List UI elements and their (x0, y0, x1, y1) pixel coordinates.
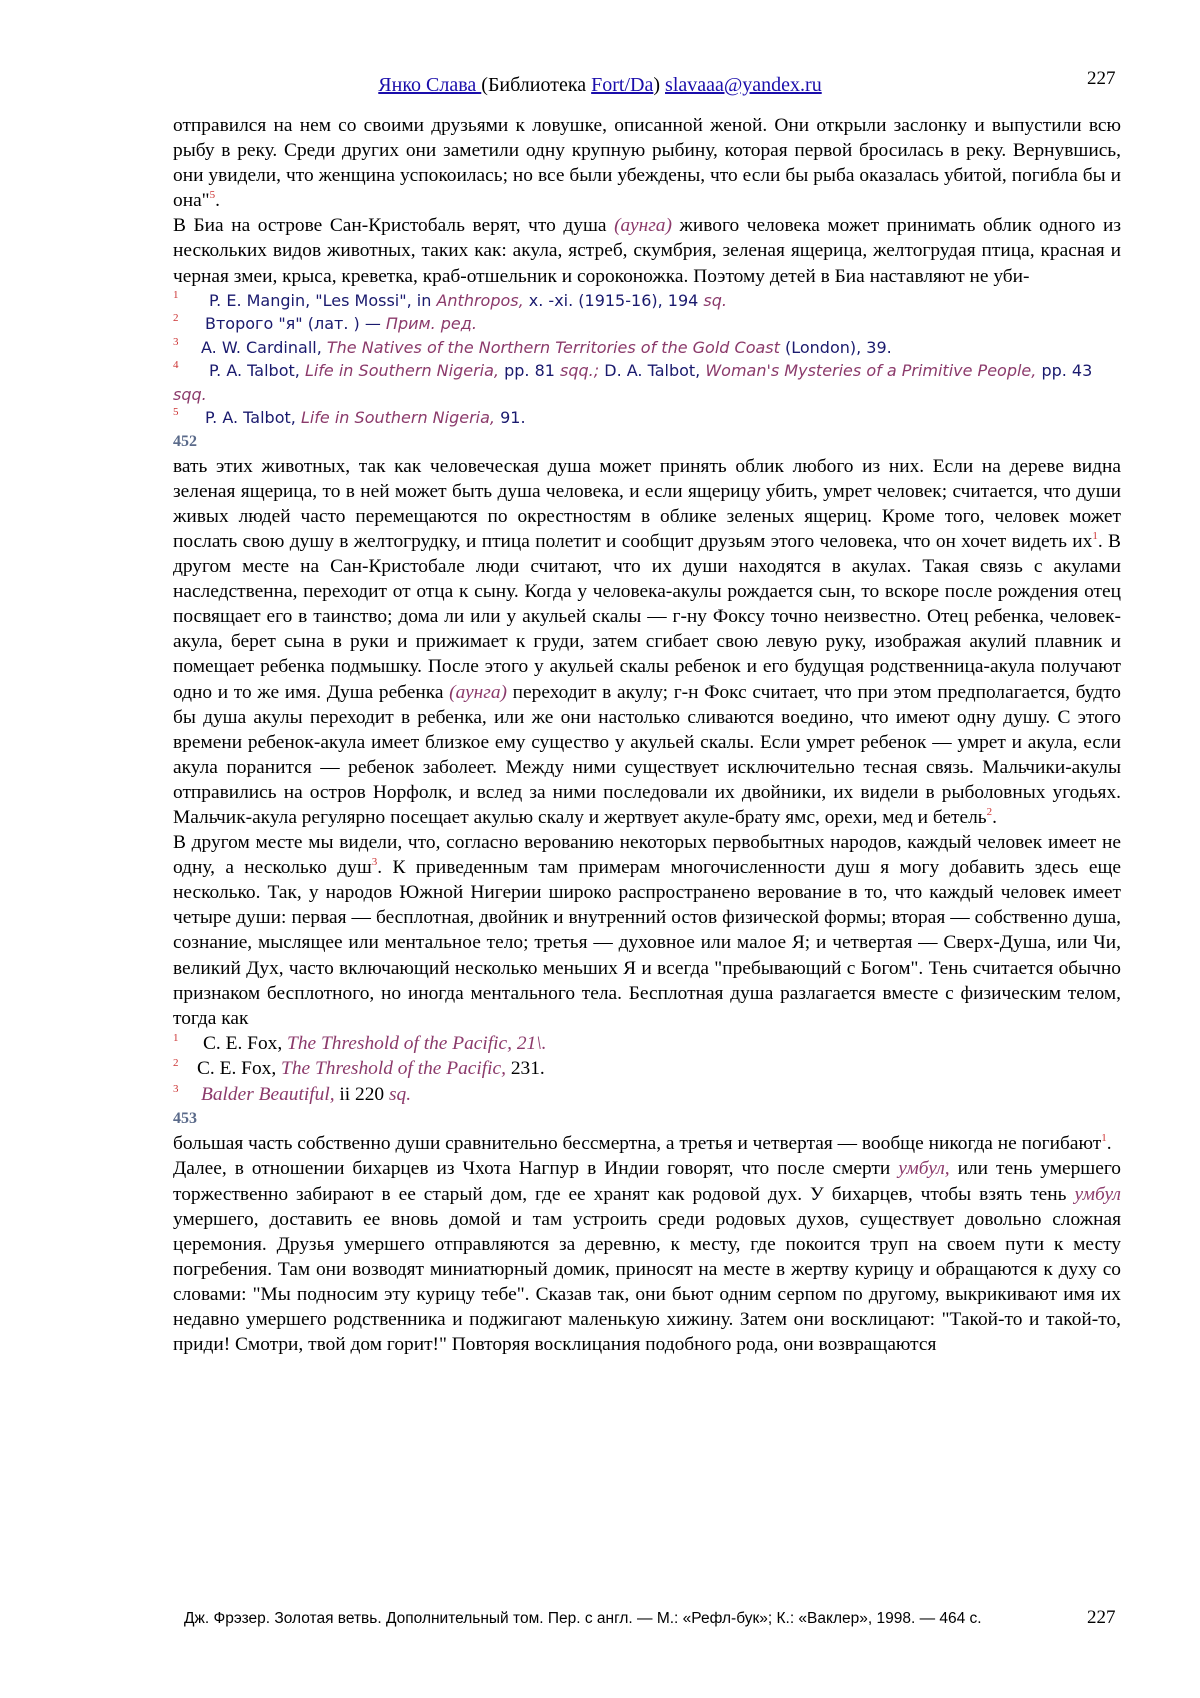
paragraph-4-text-b: . К приведенным там примерам многочисленности душ я могу добавить здесь еще несколько. Так, у народов Южной Нигерии широко распространено верование в то, что каждый человек имеет четыре души: первая — бесплотная, двойник и внутренний остов физической формы; вторая — собственно душа, сознание, мыслящее или ментальное тело; третья — духовное или малое Я; и четвертая — Сверх-Душа, или Чи, великий Дух, часто включающий несколько меньших Я и всегда "пребывающий с Богом". Тень считается обычно признаком бесплотного, но иногда ментального тела. Бесплотная душа разлагается вместе с физическим телом, тогда как (173, 857, 1121, 1029)
paragraph-3-text-b: . В другом месте на Сан-Кристобале люди считают, что их души находятся в акулах. Такая связь с акулами наследственна, переходит от отца к сыну. Когда у человека-акулы рождается сын, то вскоре после рождения отец посвящает его в таинство; дома ли или у акульей скалы — г-ну Фоксу точно неизвестно. Отец ребенка, человек-акула, берет сына в руки и прижимает к груди, затем сгибает свою левую руку, изображая акулий плавник и помещает ребенка подмышку. После этого у акульей скалы ребенок и его будущая родственница-акула получают одно и то же имя. Душа ребенка (173, 531, 1121, 703)
footnote-title: Woman's Mysteries of a Primitive People, (705, 361, 1036, 380)
paragraph-4 (173, 830, 1121, 1031)
footnote-title: sqq. (173, 385, 207, 404)
paragraph-3-text: вать этих животных, так как человеческая душа может принять облик любого из них. Если на дереве видна зеленая ящерица, то в ней может быть душа человека, и если ящерицу убить, умрет человек; считается, что души живых людей часто перемещаются по окрестностям в облике зеленых ящериц. Кроме того, человек может послать свою душу в желтогрудку, и птица полетит и сообщит друзьям этого человека, что он хочет видеть их (173, 456, 1121, 552)
footnote-text: pp. 81 (499, 361, 560, 380)
page-header (0, 72, 1200, 98)
paragraph-1-end: . (215, 190, 220, 211)
footnote-ref[interactable]: 5 (210, 189, 216, 201)
footnote-7: 2 C. E. Fox, The Threshold of the Pacific, 231. (173, 1056, 1121, 1082)
library-suffix: ) (653, 74, 665, 96)
footnote-title: sqq.; (560, 361, 599, 380)
footnote-title: sq. (389, 1084, 411, 1105)
paragraph-3 (173, 454, 1121, 830)
footnote-text: 231. (506, 1058, 545, 1079)
footnote-text: P. A. Talbot, (209, 361, 305, 380)
email-link[interactable]: slavaaa@yandex.ru (665, 74, 822, 96)
footnote-text: Второго "я" (лат. ) — (205, 314, 386, 333)
paragraph-6 (173, 1156, 1121, 1357)
header-page-number: 227 (1087, 66, 1116, 92)
footnote-ref[interactable]: 2 (987, 806, 993, 818)
paragraph-1 (173, 113, 1121, 213)
footer-page-number: 227 (1087, 1607, 1116, 1629)
paragraph-2 (173, 213, 1121, 288)
header-line (0, 72, 1200, 98)
footnote-text: P. A. Talbot, (205, 408, 301, 427)
paragraph-3-end: . (992, 807, 997, 828)
footnote-text: pp. 43 (1036, 361, 1092, 380)
paragraph-6-term: умбул, (898, 1158, 949, 1179)
library-link[interactable]: Fort/Da (591, 74, 653, 96)
page-content (173, 113, 1121, 1357)
paragraph-5-text: большая часть собственно души сравнительно бессмертна, а третья и четвертая — вообще никогда не погибают (173, 1133, 1101, 1154)
paragraph-5-end: . (1107, 1133, 1112, 1154)
footnote-text: P. E. Mangin, "Les Mossi", in (209, 291, 436, 310)
paragraph-1-text: отправился на нем со своими друзьями к ловушке, описанной женой. Они открыли заслонку и выпустили всю рыбу в реку. Среди других они заметили одну крупную рыбину, которая первой бросилась в реку. Вернувшись, они увидели, что женщина успокоилась; но все были убеждены, что если бы рыба оказалась убитой, погибла бы и она" (173, 115, 1121, 211)
footnote-6: 1 C. E. Fox, The Threshold of the Pacific, 21\. (173, 1031, 1121, 1057)
footnote-text: C. E. Fox, (197, 1058, 281, 1079)
footnote-text: C. E. Fox, (203, 1033, 287, 1054)
footnote-title: Life in Southern Nigeria, (301, 408, 495, 427)
footnote-title: sq. (703, 291, 727, 310)
footnote-ref[interactable]: 1 (1092, 530, 1098, 542)
page-marker-452: 452 (173, 430, 1121, 454)
paragraph-2-term: (аунга) (614, 215, 672, 236)
footnote-title: Balder Beautiful, (201, 1084, 335, 1105)
footnote-title: Прим. ред. (386, 314, 477, 333)
paragraph-2-text: В Биа на острове Сан-Кристобаль верят, что душа (173, 215, 614, 236)
footer-citation: Дж. Фрэзер. Золотая ветвь. Дополнительный том. Пер. с англ. — М.: «Рефл-бук»; К.: «Ваклер», 1998. — 464 с. (184, 1610, 982, 1628)
footnote-text: A. W. Cardinall, (201, 338, 327, 357)
paragraph-4-text: В другом месте мы видели, что, согласно верованию некоторых первобытных народов, каждый человек имеет не одну, а несколько душ (173, 832, 1121, 878)
footnote-8: 3 Balder Beautiful, ii 220 sq. (173, 1082, 1121, 1108)
footnote-ref[interactable]: 3 (372, 856, 378, 868)
paragraph-2-text-b: живого человека может принимать облик одного из нескольких видов животных, таких как: акула, ястреб, скумбрия, зеленая ящерица, желтогрудая птица, красная и черная змеи, крыса, креветка, краб-отшельник и сороконожка. Поэтому детей в Биа наставляют не уби- (173, 215, 1121, 286)
paragraph-6-text-c: умершего, доставить ее вновь домой и там устроить среди родовых духов, существует довольно сложная церемония. Друзья умершего отправляются за деревню, к месту, где покоится труп на своем пути к месту погребения. Там они возводят миниатюрный домик, приносят на месте в жертву курицу и обращаются к духу со словами: "Мы подносим эту курицу тебе". Сказав так, они бьют одним серпом по другому, выкрикивают имя их недавно умершего родственника и поджигают маленькую хижину. Затем они восклицают: "Такой-то и такой-то, приди! Смотри, твой дом горит!" Повторяя восклицания подобного рода, они возвращаются (173, 1209, 1121, 1355)
paragraph-6-term: умбул (1074, 1184, 1121, 1205)
footnote-text: D. A. Talbot, (599, 361, 705, 380)
footnote-title: Life in Southern Nigeria, (305, 361, 499, 380)
footnote-title: Anthropos, (436, 291, 523, 310)
footnote-4: 4 P. A. Talbot, Life in Southern Nigeria, pp. 81 sqq.; D. A. Talbot, Woman's Mysteries of a Primitive People, pp. 43 sqq. (173, 359, 1121, 406)
page-marker-453: 453 (173, 1107, 1121, 1131)
library-prefix: (Библиотека (481, 74, 591, 96)
footnote-ref[interactable]: 1 (1101, 1132, 1107, 1144)
footnote-title: The Natives of the Northern Territories of the Gold Coast (327, 338, 780, 357)
paragraph-5 (173, 1131, 1121, 1156)
footnote-title: The Threshold of the Pacific, (281, 1058, 506, 1079)
footnote-1: 1 P. E. Mangin, "Les Mossi", in Anthropos, x. -xi. (1915-16), 194 sq. (173, 289, 1121, 313)
footnote-text: 91. (495, 408, 526, 427)
paragraph-3-term: (аунга) (449, 682, 507, 703)
footnote-text: (London), 39. (780, 338, 892, 357)
paragraph-3-text-c: переходит в акулу; г-н Фокс считает, что при этом предполагается, будто бы душа акулы переходит в ребенка, или же они настолько сливаются воедино, что имеют одну душу. С этого времени ребенок-акула имеет близкое ему существо у акульей скалы. Если умрет ребенок — умрет и акула, если акула поранится — ребенок заболеет. Между ними существует исключительно тесная связь. Мальчики-акулы отправились на остров Норфолк, и вслед за ними последовали их двойники, их видели в рыболовных угодьях. Мальчик-акула регулярно посещает акулью скалу и жертвует акуле-брату ямс, орехи, мед и бетель (173, 682, 1121, 828)
footnote-text: x. -xi. (1915-16), 194 (524, 291, 704, 310)
footnote-3: 3 A. W. Cardinall, The Natives of the Northern Territories of the Gold Coast (London), 39. (173, 336, 1121, 360)
author-link[interactable]: Янко Слава (378, 74, 481, 96)
document-page (0, 0, 1200, 1698)
footnote-2: 2 Второго "я" (лат. ) — Прим. ред. (173, 312, 1121, 336)
footnote-title: The Threshold of the Pacific, 21\. (287, 1033, 546, 1054)
footnote-5: 5 P. A. Talbot, Life in Southern Nigeria, 91. (173, 406, 1121, 430)
footnote-text: ii 220 (335, 1084, 389, 1105)
paragraph-6-text-b: или тень умершего торжественно забирают в ее старый дом, где ее хранят как родовой дух. У бихарцев, чтобы взять тень (173, 1158, 1121, 1204)
paragraph-6-text: Далее, в отношении бихарцев из Чхота Нагпур в Индии говорят, что после смерти (173, 1158, 898, 1179)
